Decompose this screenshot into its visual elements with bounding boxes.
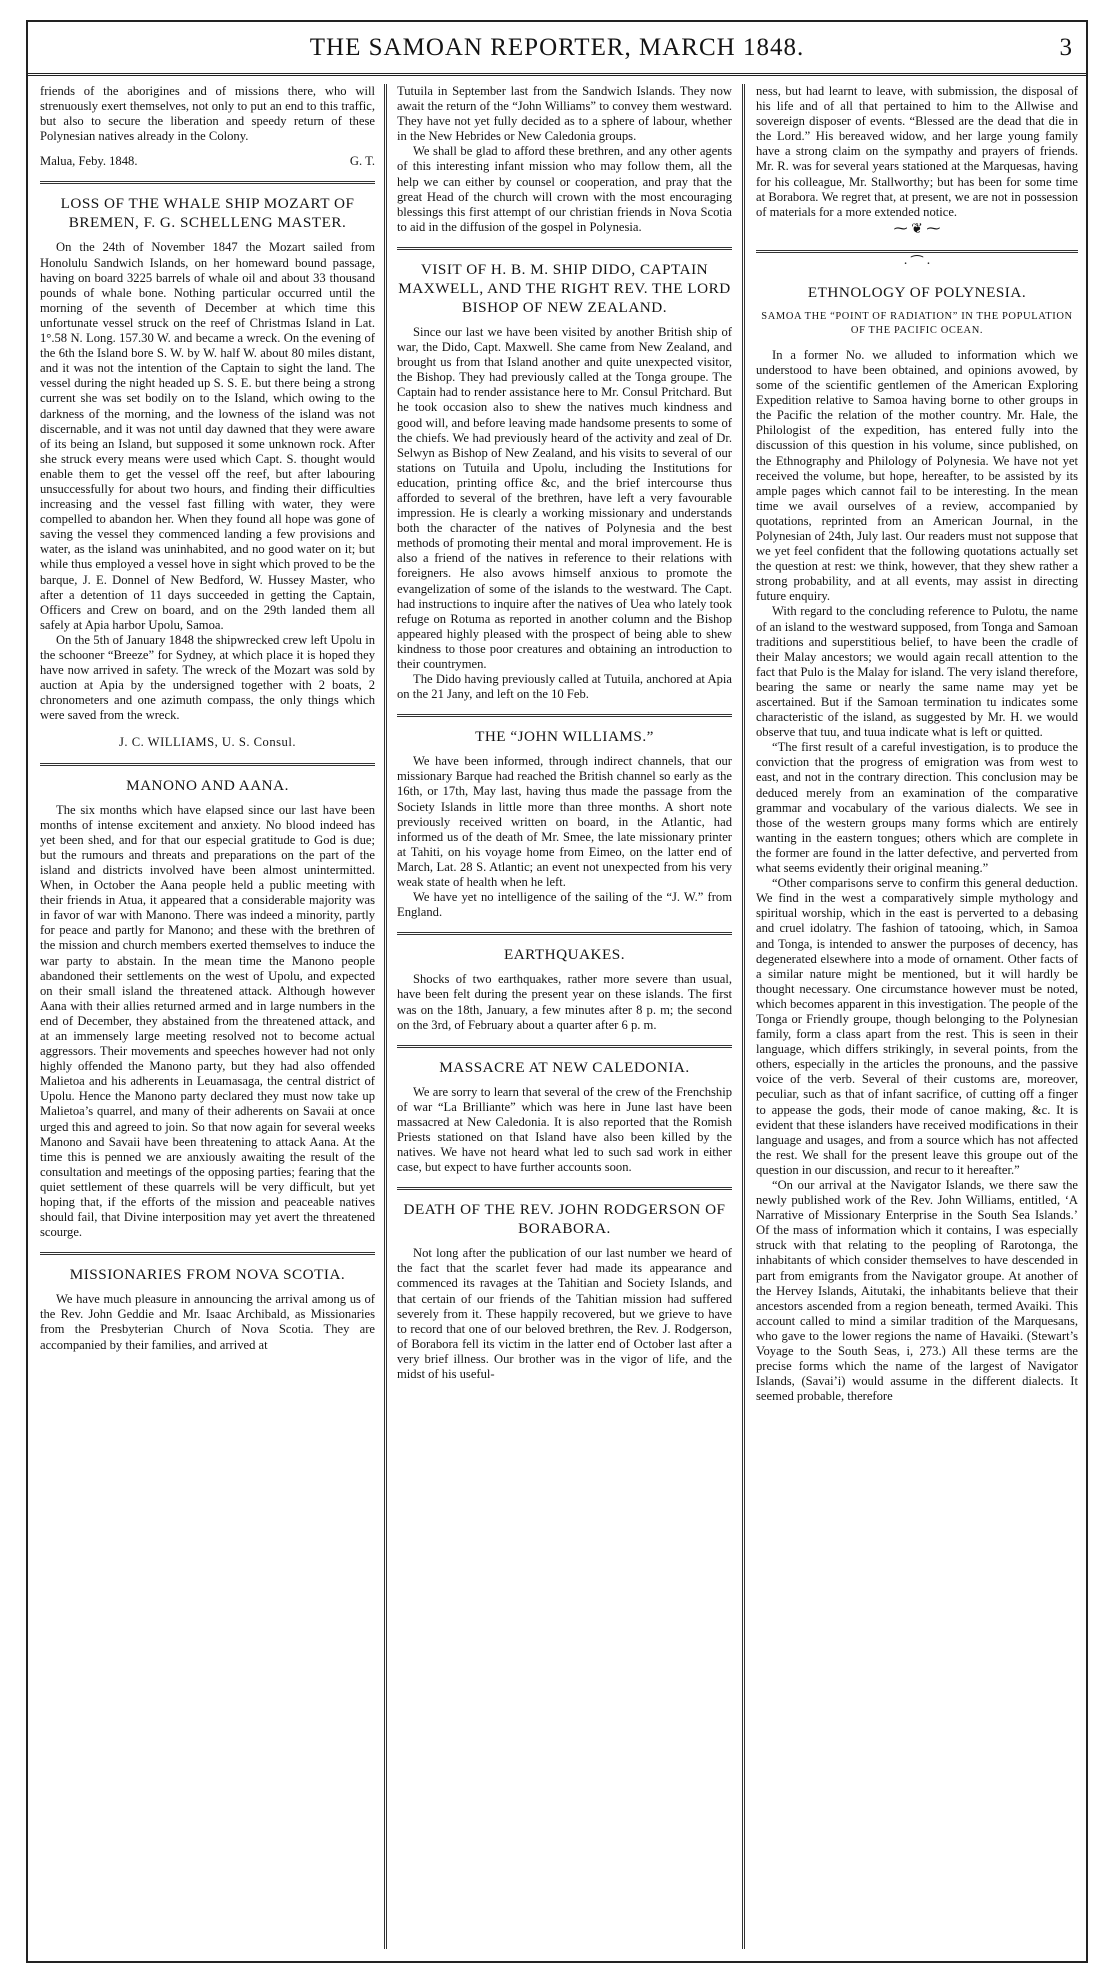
ethnology-paragraph-2: With regard to the concluding reference to Pulotu, the name of an island to the westward supposed, from Tonga and Samoan traditions and superstitious belief, to have been the cradle of their Malay ancestors; we would again recall attention to the fact that Pulo is the Malay for island. The very island therefore, bearing the same or nearly the same name may yet be ascertained. But if the Samoan termination tu indicates some characteristic of the island, as suggested by Mr. H. we would observe that tuu, and tuua indicate what is left or quitted.	[756, 604, 1078, 740]
column-1	[40, 84, 375, 1951]
manono-paragraph-1: The six months which have elapsed since our last have been months of intense excitement and anxiety. No blood indeed has yet been shed, and for that our especial gratitude to God is due; but the rumours and threats and preparations on the part of the island and districts involved have been almost unintermitted. When, in October the Aana people held a public meeting with their friends in Atua, it appeared that a considerable majority was in favor of war with Manono. There was indeed a minority, partly for peace and partly for Manono; and these with the brethren of the mission and church members exerted themselves to induce the war party to abstain. In the mean time the Manono people abandoned their settlements on the west of Upolu, and expected on their small island the threatened attack. Although however Aana with their allies returned armed and in large numbers in the end of December, they abstained from the threatened attack, and at an immensely large meeting resolved not to become actual aggressors. Their movements and speeches however had not only highly offended the Manono party, but they had also offended Malietoa and his adherents in Leuamasaga, the central district of Upolu. Hence the Manono party declared they must now take up Malietoa’s quarrel, and many of their adherents on Savaii at once urged this and agreed to join. So that now again for several weeks Manono and Savaii have been threatening to attack Aana. At the time this is penned we are anxiously awaiting the result of the consultation and meetings of the opposing parties; fearing that the quiet settlement of these quarrels will be very difficult, but yet hoping that, if the efforts of the mission and peaceable natives should fail, that Divine interposition may yet avert the threatened scourge.	[40, 802, 375, 1240]
manono-heading: MANONO AND AANA.	[126, 776, 289, 794]
mozart-signature: J. C. WILLIAMS, U. S. Consul.	[119, 735, 296, 750]
earthquakes-heading: EARTHQUAKES.	[503, 946, 626, 964]
ethnology-paragraph-3: “The first result of a careful investigation, is to produce the conviction that the progress of emigration was from west to east, and not in the contrary direction. This conclusion may be deduced merely from an examination of the comparative grammar and vocabulary of the various dialects. We see in those of the western groups many forms which are entirely wanting in the eastern tongues; others which are complete in the former are found in the latter defective, and perverted from what seems evidently their original meaning.”	[756, 740, 1078, 876]
column-divider-1	[384, 84, 387, 1949]
mozart-paragraph-2: On the 5th of January 1848 the shipwrecked crew left Upolu in the schooner “Breeze” for Sydney, at which place it is hoped they have now arrived in safety. The wreck of the Mozart was sold by auction at Apia by the undersigned together with 2 boats, 2 chronometers and one azimuth compass, the only things which were saved from the wreck.	[40, 632, 375, 723]
section-rule	[397, 1045, 732, 1048]
ornament-flourish: ⁓ ❦ ⁓	[893, 221, 941, 237]
ethnology-paragraph-1: In a former No. we alluded to information which we understood to have been obtained, and opinions avowed, by some of the scientific gentlemen of the American Exploring Expedition relative to Samoa having borne to other groups in the Pacific the relation of the mother country. Mr. Hale, the Philologist of the expedition, has entered fully into the discussion of this question in his volume, since published, on the Ethnography and Philology of Polynesia. We have not yet received the volume, but hope, hereafter, to be assisted by its ample pages which cannot fail to be interesting. In the mean time we avail ourselves of a review, accompanied by quotations, reprinted from an American Journal, in the Polynesian of 24th, July last. Our readers must not suppose that we yet feel confident that the following quotations actually set the question at rest: we think, however, that they shew rather a strong probability, and at all events, may assist in directing future enquiry.	[756, 347, 1078, 604]
section-rule	[397, 714, 732, 717]
death-heading: DEATH OF THE REV. JOHN RODGERSON OF BORABORA.	[403, 1201, 726, 1238]
nova-scotia-continuation: Tutuila in September last from the Sandwich Islands. They now await the return of the “John Williams” to convey them westward. They have not yet fully decided as to a sphere of labour, whether in the New Hebrides or New Caledonia groups.	[397, 84, 732, 144]
mozart-paragraph-1: On the 24th of November 1847 the Mozart sailed from Honolulu Sandwich Islands, on her homeward bound passage, having on board 3225 barrels of whale oil and about 33 thousand pounds of whale bone. Nothing particular occurred until the morning of the seventh of December at which time this unfortunate vessel struck on the reef of Christmas Island in Lat. 1°.58 N. Long. 157.30 W. and became a wreck. On the evening of the 6th the Island bore S. W. by W. half W. about 80 miles distant, and it was not the intention of the Captain to sight the land. The vessel during the night headed up S. S. E. but there being a strong current she was set bodily on to the Island, which owing to the darkness of the morning, and the lowness of the island was not discernable, and it was not until day dawned that they were aware of its being an Island, but supposed it some unknown rock. After she struck every means were used which Capt. S. thought would enable them to get the vessel off the reef, but after labouring unsuccessfully for about two hours, and finding their difficulties increasing and the vessel fast filling with water, they were compelled to abandon her. When they found all hope was gone of saving the vessel they commenced landing a few provisions and water, as the island was uninhabited, and no good water on it; but while thus employed a vessel hove in sight which proved to be the barque, J. E. Donnel of New Bedford, W. Hussey Master, who after a detention of 11 days succeeded in getting the Captain, Officers and Crew on board, and on the 29th landed them all safely at Apia harbor Upolu, Samoa.	[40, 240, 375, 632]
dido-paragraph-2: The Dido having previously called at Tutuila, anchored at Apia on the 21 Jany, and left on the 10 Feb.	[397, 672, 732, 702]
section-rule	[40, 181, 375, 184]
john-williams-paragraph-2: We have yet no intelligence of the sailing of the “J. W.” from England.	[397, 890, 732, 920]
intro-paragraph: friends of the aborigines and of missions there, who will strenuously exert themselves, not only to put an end to this traffic, but also to secure the liberation and speedy return of these Polynesian natives already in the Colony.	[40, 84, 375, 144]
section-rule	[40, 1252, 375, 1255]
death-paragraph-1: Not long after the publication of our last number we heard of the fact that the scarlet fever had made its appearance and commenced its ravages at the Tahitian and Society Islands, and that certain of our friends of the Tahitian mission had suffered severely from it. These happily recovered, but we grieve to have to record that one of our beloved brethren, the Rev. J. Rodgerson, of Borabora fell its victim in the latter end of October last after a very brief illness. Our brother was in the vigor of life, and the midst of his useful-	[397, 1246, 732, 1381]
ethnology-subheading: SAMOA THE “POINT OF RADIATION” IN THE POPULATION OF THE PACIFIC OCEAN.	[761, 310, 1073, 336]
death-continuation: ness, but had learnt to leave, with submission, the disposal of his life and of all that pertained to him to the Allwise and sovereign disposer of events. “Blessed are the dead that die in the Lord.” His bereaved widow, and her large young family have a strong claim on the sympathy and prayers of friends. Mr. R. was for several years stationed at the Marquesas, having for his colleague, Mr. Stallworthy; but has been for some time at Borabora. We regret that, at present, we are not in possession of materials for a more extended notice.	[756, 84, 1078, 219]
john-williams-heading: THE “JOHN WILLIAMS.”	[475, 728, 654, 746]
section-rule	[397, 932, 732, 935]
nova-scotia-paragraph-1: We have much pleasure in announcing the arrival among us of the Rev. John Geddie and Mr. Isaac Archibald, as Missionaries from the Presbyterian Church of Nova Scotia. They are accompanied by their families, and arrived at	[40, 1292, 375, 1352]
ethnology-paragraph-5: “On our arrival at the Navigator Islands, we there saw the newly published work of the Rev. John Williams, entitled, ‘A Narrative of Missionary Enterprise in the South Sea Islands.’ Of the mass of information which it contains, I was especially struck with that relating to the peopling of Rarotonga, the inhabitants of which consider themselves to have descended in part from emigrants from the Navigator groupe. At another of the Hervey Islands, Aitutaki, the inhabitants believe that their ancestors ascended from a region beneath, termed Avaiki. This account called to mind a similar tradition of the Marquesans, who gave to the lower regions the name of Havaiki. (Stewart’s Voyage to the South Seas, i, 273.) All these terms are the precise forms which the name of the largest of Navigator Islands, (Savai’i) would assume in the different dialects. It seemed probable, therefore	[756, 1178, 1078, 1404]
dido-paragraph-1: Since our last we have been visited by another British ship of war, the Dido, Capt. Maxwell. She came from New Zealand, and brought us from that Island another and quite unexpected visitor, the Bishop. They had previously called at the Tonga groupe. The Captain had to render assistance here to Mr. Consul Pritchard. But he took occasion also to shew the natives much kindness and good will, and before leaving made handsome presents to some of the chiefs. We had previously heard of the activity and zeal of Dr. Selwyn as Bishop of New Zealand, and his visits to several of our stations on Tutuila and Upolu, including the Institutions for education, printing office &c, and the brief intercourse thus afforded to several of the brethren, have left a very favourable impression. He is clearly a working missionary and understands both the character of the natives of Polynesia and the best methods of promoting their mental and moral improvement. He is also a friend of the natives in reference to their relations with foreigners. He also avows himself anxious to promote the evangelization of some of the islands to the westward. The Capt. had instructions to inquire after the natives of Uea who lately took refuge on Rotuma as reported in another column and the Bishop appeared highly pleased with the prospect of being able to shew kindness to those poor creatures and obtaining an introduction to their countrymen.	[397, 324, 732, 671]
section-rule	[397, 1187, 732, 1190]
dateline	[40, 154, 375, 169]
section-rule	[397, 247, 732, 250]
ornament-flourish: · ⁀ ·	[903, 256, 931, 272]
masthead	[28, 22, 1086, 76]
john-williams-paragraph-1: We have been informed, through indirect channels, that our missionary Barque had reached the British channel so early as the 16th, or 17th, May last, having thus made the passage from the Society Islands in little more than three months. A short note previously received written on board, in the Atlantic, had informed us of the death of Mr. Smee, the late missionary printer at Tahiti, on his voyage home from Eimeo, on the latter end of March, Lat. 28 S. Atlantic; an event not unexpected from his very weak state of health when he left.	[397, 754, 732, 890]
dateline-initials: G. T.	[349, 154, 375, 169]
page-number: 3	[1059, 34, 1072, 61]
column-divider-2	[742, 84, 745, 1949]
dido-heading: VISIT OF H. B. M. SHIP DIDO, CAPTAIN MAXWELL, AND THE RIGHT REV. THE LORD BISHOP OF NEW ZEALAND.	[398, 260, 731, 316]
nova-scotia-paragraph-2: We shall be glad to afford these brethren, and any other agents of this interesting infant mission who may follow them, all the help we can either by counsel or cooperation, and pray that the great Head of the church will crown with the most encouraging blessings this first attempt of our christian friends in Nova Scotia to aid in the diffusion of the gospel in Polynesia.	[397, 144, 732, 234]
section-rule	[40, 763, 375, 766]
column-3	[756, 84, 1078, 1951]
massacre-heading: MASSACRE AT NEW CALEDONIA.	[439, 1058, 690, 1076]
earthquakes-paragraph-1: Shocks of two earthquakes, rather more severe than usual, have been felt during the present year on these islands. The first was on the 18th, January, a few minutes after 8 p. m; the second on the 3rd, of February about a quarter after 6 p. m.	[397, 972, 732, 1032]
dateline-place: Malua, Feby. 1848.	[40, 154, 138, 169]
masthead-title: THE SAMOAN REPORTER, MARCH 1848.	[309, 34, 805, 61]
mozart-heading: LOSS OF THE WHALE SHIP MOZART OF BREMEN, F. G. SCHELLENG MASTER.	[60, 195, 355, 232]
ethnology-paragraph-4: “Other comparisons serve to confirm this general deduction. We find in the west a comparatively simple mythology and spiritual worship, which in the east is perverted to a debasing and cruel idolatry. The fashion of tatooing, which, in Samoa and Tonga, is intended to answer the purposes of decency, has degenerated elsewhere into a mode of ornament. Other facts of a similar nature might be mentioned, but it will hardly be thought necessary. One circumstance however must be noted, which becomes apparent in this investigation. The people of the Tonga or Friendly groupe, though belonging to the Polynesian family, form a class apart from the rest. This is seen in their language, which differs strikingly, in several points, from the others, especially in the articles the pronouns, and the passive voice of the verb. Several of their customs are, moreover, peculiar, such as that of infant sacrifice, of cutting off a finger to appease the gods, their mode of canoe making, &c. It is evident that these islanders have received modifications in their language and usages, and from a source which has not affected the rest. We shall for the present leave this groupe out of the question in our discussion, and recur to it hereafter.”	[756, 876, 1078, 1177]
newspaper-page	[26, 20, 1088, 1963]
column-2	[397, 84, 732, 1951]
massacre-paragraph-1: We are sorry to learn that several of the crew of the Frenchship of war “La Brilliante” which was here in June last have been massacred at New Caledonia. It is also reported that the Romish Priests stationed on that Island have also been killed by the natives. We have not heard what led to such sad work in either case, but expect to have further accounts soon.	[397, 1084, 732, 1175]
section-rule	[756, 250, 1078, 253]
ethnology-heading: ETHNOLOGY OF POLYNESIA.	[807, 283, 1027, 301]
nova-scotia-heading: MISSIONARIES FROM NOVA SCOTIA.	[69, 1266, 346, 1284]
